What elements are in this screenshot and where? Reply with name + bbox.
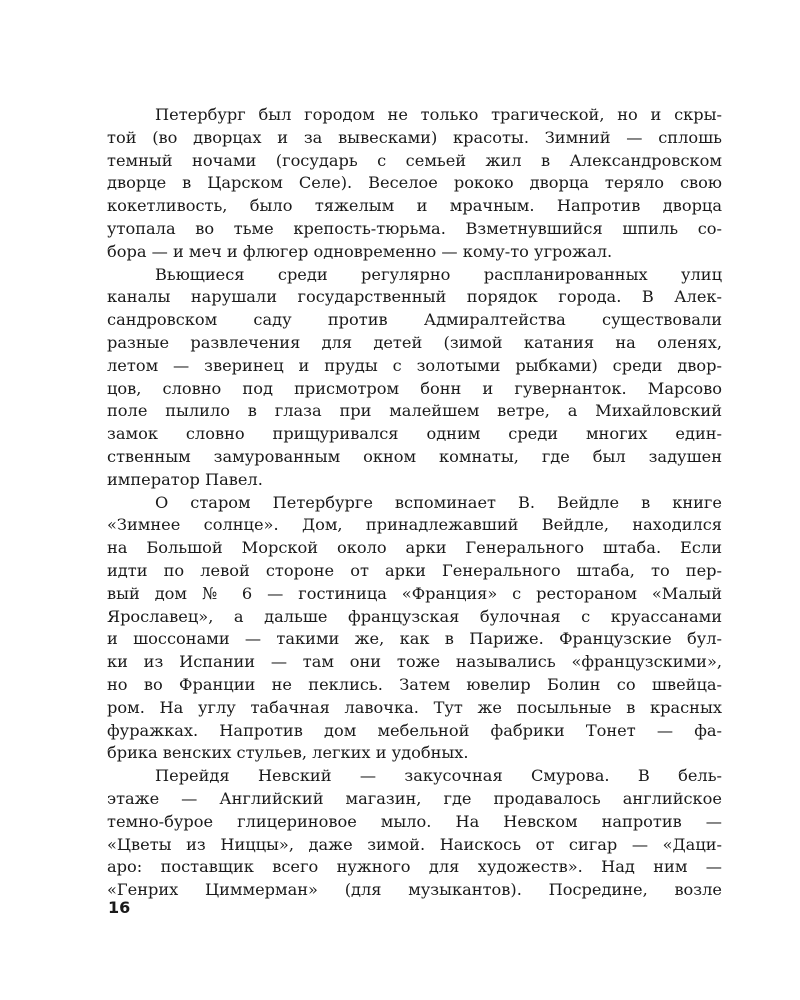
text-line: вый дом № 6 — гостиница «Франция» с рестораном «Малый (107, 583, 722, 603)
text-line: фуражках. Напротив дом мебельной фабрики Тонет — фа- (107, 720, 722, 740)
text-line: разные развлечения для детей (зимой катания на оленях, (107, 332, 722, 352)
text-line: и шоссонами — такими же, как в Париже. Французские бул- (107, 629, 722, 649)
text-line: «Генрих Циммерман» (для музыкантов). Посредине, возле (107, 880, 722, 900)
text-line: ственным замурованным окном комнаты, где был задушен (107, 446, 722, 466)
text-line: той (во дворцах и за вывесками) красоты. Зимний — сплошь (107, 127, 722, 147)
text-line: темно-бурое глицериновое мыло. На Невском напротив — (107, 811, 722, 831)
text-line: сандровском саду против Адмиралтейства существовали (107, 310, 722, 330)
text-line: дворце в Царском Селе). Веселое рококо дворца теряло свою (107, 173, 722, 193)
text-line: каналы нарушали государственный порядок города. В Алек- (107, 287, 722, 307)
text-line: летом — зверинец и пруды с золотыми рыбками) среди двор- (107, 355, 722, 375)
text-line: «Зимнее солнце». Дом, принадлежавший Вейдле, находился (107, 515, 722, 535)
text-line: Перейдя Невский — закусочная Смурова. В бель- (155, 766, 722, 786)
text-line: утопала во тьме крепость-тюрьма. Взметнувшийся шпиль со- (107, 218, 722, 238)
text-line: идти по левой стороне от арки Генерального штаба, то пер- (107, 560, 722, 580)
text-line: Вьющиеся среди регулярно распланированных улиц (155, 264, 722, 284)
text-line: этаже — Английский магазин, где продавалось английское (107, 788, 722, 808)
text-line: но во Франции не пеклись. Затем ювелир Болин со швейца- (107, 674, 722, 694)
text-line: брика венских стульев, легких и удобных. (107, 743, 469, 763)
text-line: замок словно прищуривался одним среди многих един- (107, 424, 722, 444)
text-line: О старом Петербурге вспоминает В. Вейдле в книге (155, 492, 722, 512)
text-line: Ярославец», а дальше французская булочная с круассанами (107, 606, 722, 626)
body-text (107, 104, 722, 902)
text-line: цов, словно под присмотром бонн и гувернанток. Марсово (107, 378, 722, 398)
text-line: поле пылило в глаза при малейшем ветре, а Михайловский (107, 401, 722, 421)
text-line: Петербург был городом не только трагической, но и скры- (155, 105, 722, 124)
text-line: ром. На углу табачная лавочка. Тут же посыльные в красных (107, 697, 722, 717)
page-number: 16 (108, 898, 131, 917)
text-line: «Цветы из Ниццы», даже зимой. Наискось от сигар — «Даци- (107, 834, 722, 854)
text-line: кокетливость, было тяжелым и мрачным. Напротив дворца (107, 196, 722, 216)
text-line: бора — и меч и флюгер одновременно — кому-то угрожал. (107, 241, 613, 261)
text-line: ки из Испании — там они тоже назывались «французскими», (107, 652, 722, 672)
text-line: темный ночами (государь с семьей жил в Александровском (107, 150, 722, 170)
text-line: аро: поставщик всего нужного для художеств». Над ним — (107, 857, 722, 877)
text-line: император Павел. (107, 469, 263, 489)
text-line: на Большой Морской около арки Генерального штаба. Если (107, 538, 722, 558)
